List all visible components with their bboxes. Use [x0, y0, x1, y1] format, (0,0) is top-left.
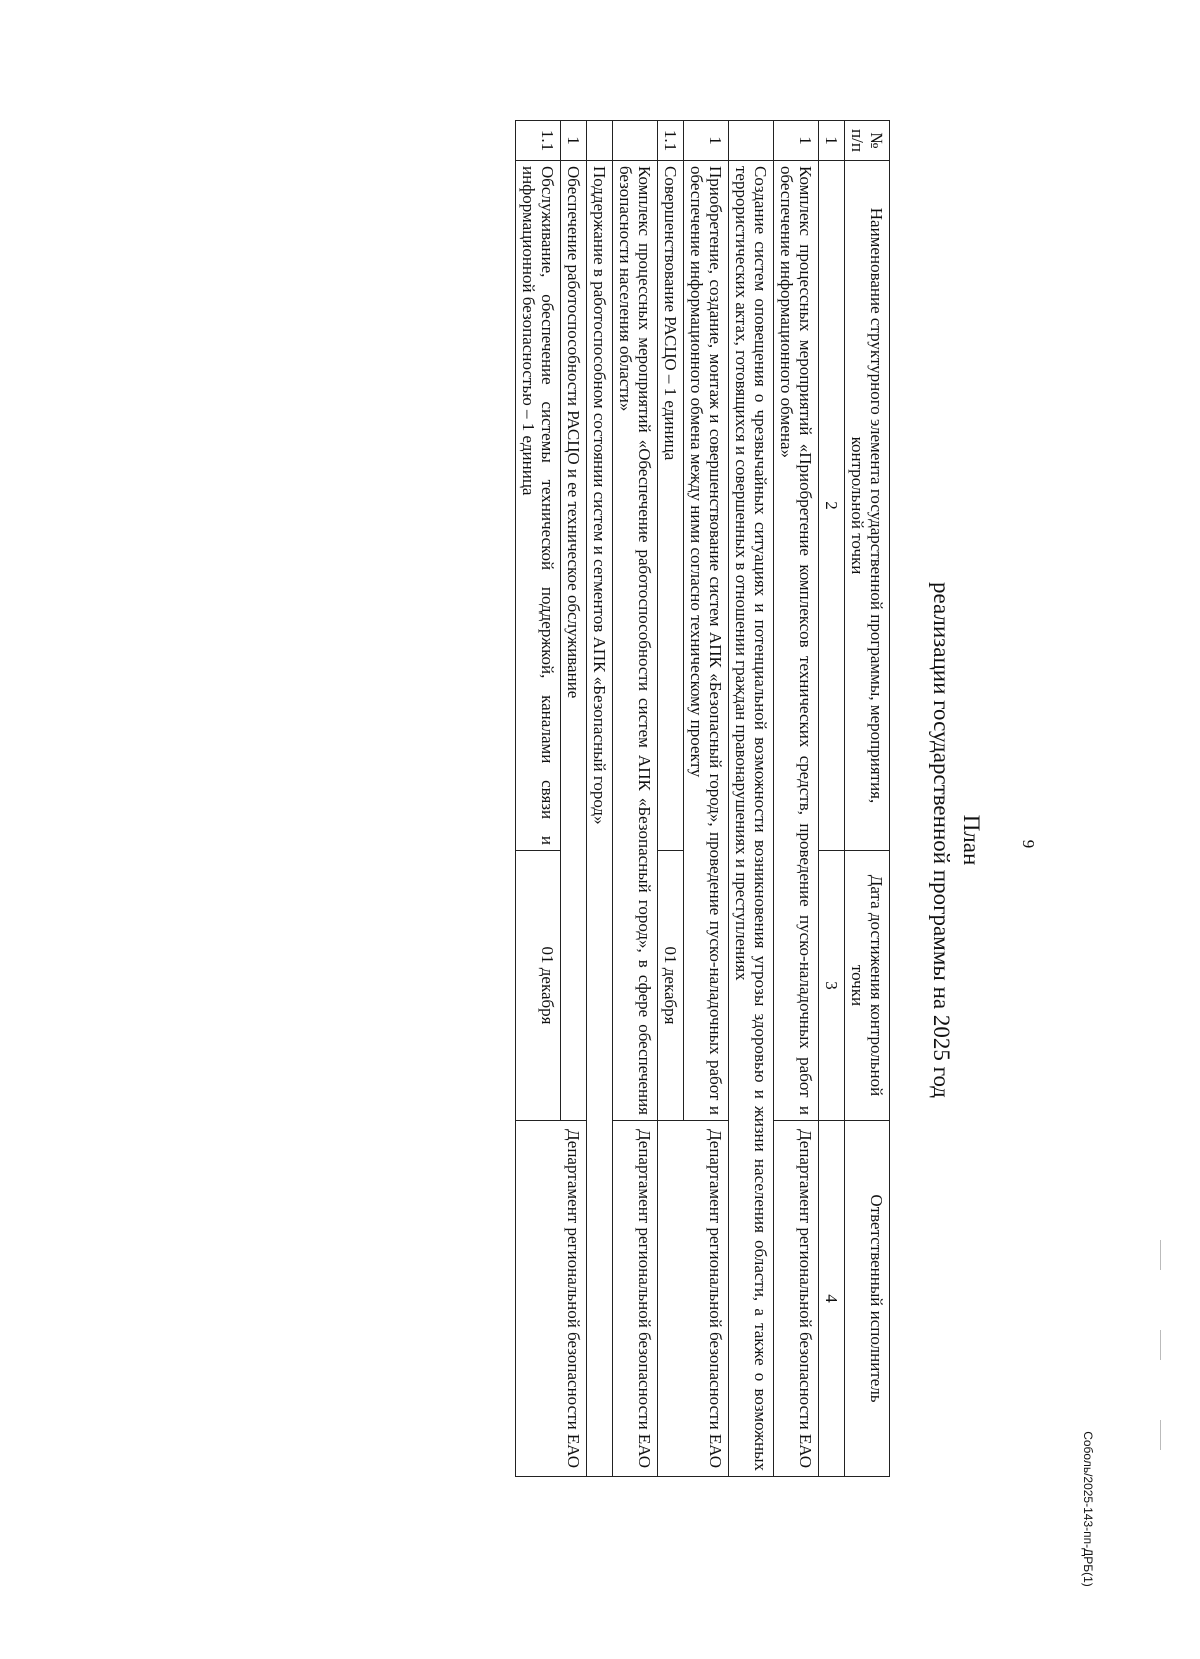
title-line-2: реализации государственной программы на 2025 год: [929, 581, 954, 1098]
index-cell: 2: [819, 161, 845, 851]
scan-artifact: [1160, 1420, 1161, 1450]
row-responsible: Департамент региональной безопасности ЕАО: [613, 1121, 658, 1477]
header-date: Дата достижения контрольной точки: [845, 851, 890, 1121]
header-num: № п/п: [845, 121, 890, 161]
page-number: 9: [1019, 839, 1038, 849]
row-name: Комплекс процессных мероприятий «Обеспечение работоспособности систем АПК «Безопасный город», в сфере обеспечения безопасности населения области»: [613, 161, 658, 1121]
header-responsible: Ответственный исполнитель: [845, 1121, 890, 1477]
table-row: [587, 121, 613, 1477]
row-name: Создание систем оповещения о чрезвычайных ситуациях и потенциальной возможности возникновения угрозы здоровью и жизни населения области, а также о возможных террористических актах, готовящихся и совершенных в отношении граждан правонарушениях и преступлениях: [729, 161, 774, 1477]
row-date: 01 декабря: [658, 851, 684, 1121]
table-row: [684, 121, 729, 1477]
row-name: Приобретение, создание, монтаж и совершенствование систем АПК «Безопасный город», проведение пуско-наладочных работ и обеспечение информационного обмена между ними согласно техническому проекту: [684, 161, 729, 1121]
row-num: 1: [561, 121, 587, 161]
table-row: [729, 121, 774, 1477]
document-code-text: Соболь/2025-143-пп-ДРБ(1): [1081, 1431, 1095, 1587]
header-name: Наименование структурного элемента государственной программы, мероприятия, контрольной точки: [845, 161, 890, 851]
title-line-1: План: [959, 814, 984, 866]
index-cell: 3: [819, 851, 845, 1121]
table-row: [561, 121, 587, 1477]
scan-artifact: [1160, 1330, 1161, 1360]
row-num: 1: [774, 121, 819, 161]
table-row: [774, 121, 819, 1477]
row-num: 1.1: [658, 121, 684, 161]
table-header-row: [845, 121, 890, 1477]
plan-table-container: [366, 120, 890, 1476]
row-num: [729, 121, 774, 161]
row-responsible: Департамент региональной безопасности ЕАО: [516, 1121, 587, 1477]
row-num: 1: [684, 121, 729, 161]
row-responsible: Департамент региональной безопасности ЕАО: [774, 1121, 819, 1477]
table-index-row: [819, 121, 845, 1477]
row-num: [613, 121, 658, 161]
row-num: 1.1: [516, 121, 561, 161]
row-responsible: Департамент региональной безопасности ЕАО: [658, 1121, 729, 1477]
row-name: Комплекс процессных мероприятий «Приобретение комплексов технических средств, проведение пуско-наладочных работ и обеспечение информационного обмена»: [774, 161, 819, 1121]
plan-table: [515, 120, 890, 1477]
table-row: [613, 121, 658, 1477]
row-name: Совершенствование РАСЦО – 1 единица: [658, 161, 684, 851]
row-date: 01 декабря: [516, 851, 561, 1121]
index-cell: 4: [819, 1121, 845, 1477]
row-name: Обеспечение работоспособности РАСЦО и ее техническое обслуживание: [561, 161, 587, 1121]
row-num: [587, 121, 613, 161]
row-name: Поддержание в работоспособном состоянии систем и сегментов АПК «Безопасный город»: [587, 161, 613, 1477]
row-name: Обслуживание, обеспечение системы технической поддержкой, каналами связи и информационной безопасностью – 1 единица: [516, 161, 561, 851]
index-cell: 1: [819, 121, 845, 161]
scan-artifact: [1160, 1240, 1161, 1270]
